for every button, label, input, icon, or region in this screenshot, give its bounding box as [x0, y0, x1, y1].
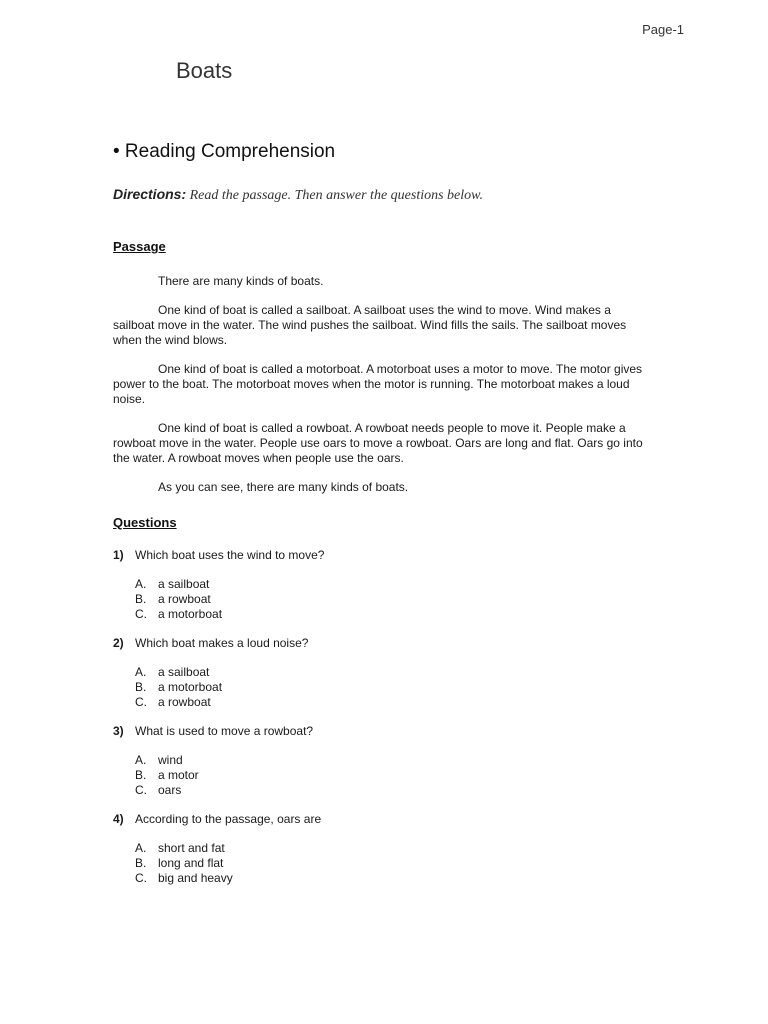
option-text: long and flat	[158, 856, 224, 870]
question-number: 3)	[113, 724, 124, 738]
answer-option[interactable]	[135, 768, 653, 783]
answer-option[interactable]	[135, 680, 653, 695]
option-letter: C.	[135, 607, 147, 621]
question-4	[113, 812, 653, 886]
option-text: wind	[158, 753, 183, 767]
answer-option[interactable]	[135, 871, 653, 886]
answer-options	[135, 841, 653, 886]
option-text: a motor	[158, 768, 199, 782]
questions-heading: Questions	[113, 515, 177, 530]
option-letter: C.	[135, 871, 147, 885]
question-line	[113, 812, 653, 827]
option-text: a rowboat	[158, 695, 211, 709]
passage	[113, 274, 653, 509]
option-letter: B.	[135, 768, 147, 782]
question-3	[113, 724, 653, 798]
question-text: What is used to move a rowboat?	[135, 724, 314, 738]
option-text: a motorboat	[158, 607, 223, 621]
question-line	[113, 636, 653, 651]
directions	[113, 186, 483, 204]
option-letter: B.	[135, 856, 147, 870]
answer-option[interactable]	[135, 695, 653, 710]
questions-list	[113, 548, 653, 900]
page-number: Page-1	[642, 22, 684, 37]
section-heading: • Reading Comprehension	[113, 141, 336, 162]
answer-options	[135, 577, 653, 622]
question-number: 4)	[113, 812, 124, 826]
passage-paragraph: One kind of boat is called a motorboat. A motorboat uses a motor to move. The motor gives power to the boat. The motorboat moves when the motor is running. The motorboat makes a loud noise.	[113, 362, 643, 406]
question-number: 2)	[113, 636, 124, 650]
directions-label: Directions:	[113, 186, 187, 202]
question-number: 1)	[113, 548, 124, 562]
answer-options	[135, 665, 653, 710]
option-text: big and heavy	[158, 871, 233, 885]
answer-option[interactable]	[135, 753, 653, 768]
answer-option[interactable]	[135, 841, 653, 856]
option-letter: B.	[135, 680, 147, 694]
passage-paragraph: There are many kinds of boats.	[158, 274, 324, 288]
passage-paragraph: One kind of boat is called a rowboat. A rowboat needs people to move it. People make a rowboat move in the water. People use oars to move a rowboat. Oars are long and flat. Oars go into the water. A rowboat moves when people use the oars.	[113, 421, 643, 465]
document-title: Boats	[176, 58, 233, 83]
option-text: a rowboat	[158, 592, 211, 606]
passage-paragraph: As you can see, there are many kinds of boats.	[158, 480, 409, 494]
option-letter: A.	[135, 665, 147, 679]
option-text: a sailboat	[158, 577, 210, 591]
passage-paragraph: One kind of boat is called a sailboat. A sailboat uses the wind to move. Wind makes a sailboat move in the water. The wind pushes the sailboat. Wind fills the sails. The sailboat moves when the wind blows.	[113, 303, 627, 347]
option-text: a motorboat	[158, 680, 223, 694]
question-text: Which boat makes a loud noise?	[135, 636, 309, 650]
option-text: short and fat	[158, 841, 225, 855]
option-letter: A.	[135, 841, 147, 855]
question-line	[113, 724, 653, 739]
option-letter: B.	[135, 592, 147, 606]
question-text: According to the passage, oars are	[135, 812, 322, 826]
answer-options	[135, 753, 653, 798]
directions-text: Read the passage. Then answer the questions below.	[189, 188, 483, 203]
option-letter: C.	[135, 783, 147, 797]
answer-option[interactable]	[135, 577, 653, 592]
option-letter: C.	[135, 695, 147, 709]
passage-heading: Passage	[113, 239, 166, 254]
answer-option[interactable]	[135, 665, 653, 680]
option-text: a sailboat	[158, 665, 210, 679]
question-text: Which boat uses the wind to move?	[135, 548, 325, 562]
answer-option[interactable]	[135, 783, 653, 798]
answer-option[interactable]	[135, 856, 653, 871]
answer-option[interactable]	[135, 592, 653, 607]
question-2	[113, 636, 653, 710]
question-1	[113, 548, 653, 622]
answer-option[interactable]	[135, 607, 653, 622]
option-letter: A.	[135, 753, 147, 767]
option-text: oars	[158, 783, 182, 797]
question-line	[113, 548, 653, 563]
option-letter: A.	[135, 577, 147, 591]
